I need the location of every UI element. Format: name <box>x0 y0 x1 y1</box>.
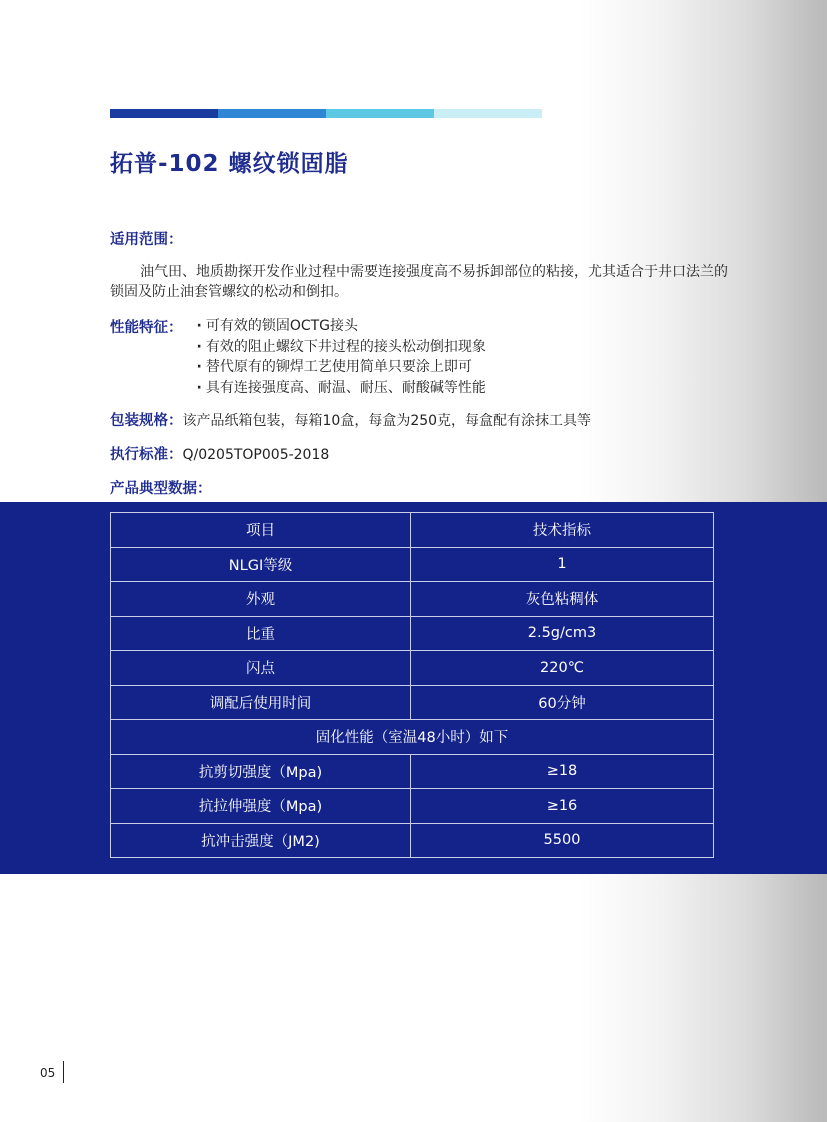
page-title: 拓普-102 螺纹锁固脂 <box>110 151 349 177</box>
table-cell-value: 2.5g/cm3 <box>411 616 714 651</box>
table-header-row <box>111 513 714 548</box>
color-bar-segment-1 <box>110 109 218 118</box>
color-bar-segment-4 <box>434 109 542 118</box>
table-row <box>111 616 714 651</box>
table-header-cell: 项目 <box>111 513 411 548</box>
table-cell-value: 1 <box>411 547 714 582</box>
packaging-row <box>110 409 591 430</box>
page-number-divider <box>63 1061 64 1083</box>
table-cell-property: 外观 <box>111 582 411 617</box>
table-cell-property: 抗拉伸强度（Mpa) <box>111 789 411 824</box>
table-cell-value: 灰色粘稠体 <box>411 582 714 617</box>
table-cell-value: 5500 <box>411 823 714 858</box>
features-label: 性能特征： <box>110 320 183 336</box>
feature-item: · 替代原有的铆焊工艺使用简单只要涂上即可 <box>197 357 486 378</box>
table-header-cell: 技术指标 <box>411 513 714 548</box>
table-row <box>111 685 714 720</box>
features-list <box>183 316 486 398</box>
packaging-text: 该产品纸箱包装，每箱10盒，每盒为250克，每盒配有涂抹工具等 <box>182 413 592 429</box>
table-cell-property: 比重 <box>111 616 411 651</box>
packaging-label: 包装规格： <box>110 413 183 429</box>
table-row <box>111 789 714 824</box>
table-cell-value: ≥18 <box>411 754 714 789</box>
table-row <box>111 823 714 858</box>
feature-item: · 可有效的锁固OCTG接头 <box>197 316 486 337</box>
table-cell-value: 60分钟 <box>411 685 714 720</box>
data-section-label: 产品典型数据： <box>110 481 212 497</box>
standard-label: 执行标准： <box>110 447 183 463</box>
table-cell-property: 抗冲击强度（JM2) <box>111 823 411 858</box>
table-row <box>111 547 714 582</box>
table-cell-property: 闪点 <box>111 651 411 686</box>
table-cell-property: 调配后使用时间 <box>111 685 411 720</box>
standard-row <box>110 443 329 464</box>
spec-table <box>110 512 714 858</box>
standard-text: Q/0205TOP005-2018 <box>182 447 330 463</box>
table-section-cell: 固化性能（室温48小时）如下 <box>111 720 714 755</box>
table-cell-value: 220℃ <box>411 651 714 686</box>
feature-item: · 有效的阻止螺纹下井过程的接头松动倒扣现象 <box>197 337 486 358</box>
table-cell-property: NLGI等级 <box>111 547 411 582</box>
color-bar-segment-3 <box>326 109 434 118</box>
scope-label: 适用范围： <box>110 232 183 248</box>
table-section-row <box>111 720 714 755</box>
feature-item: · 具有连接强度高、耐温、耐压、耐酸碱等性能 <box>197 378 486 399</box>
table-row <box>111 754 714 789</box>
scope-text: 油气田、地质勘探开发作业过程中需要连接强度高不易拆卸部位的粘接，尤其适合于井口法兰的锁固及防止油套管螺纹的松动和倒扣。 <box>110 264 728 300</box>
table-row <box>111 582 714 617</box>
table-row <box>111 651 714 686</box>
features-section <box>110 316 486 398</box>
table-cell-value: ≥16 <box>411 789 714 824</box>
table-cell-property: 抗剪切强度（Mpa) <box>111 754 411 789</box>
page-number: 05 <box>40 1066 56 1080</box>
color-bar-segment-2 <box>218 109 326 118</box>
decorative-color-bar <box>110 109 542 118</box>
